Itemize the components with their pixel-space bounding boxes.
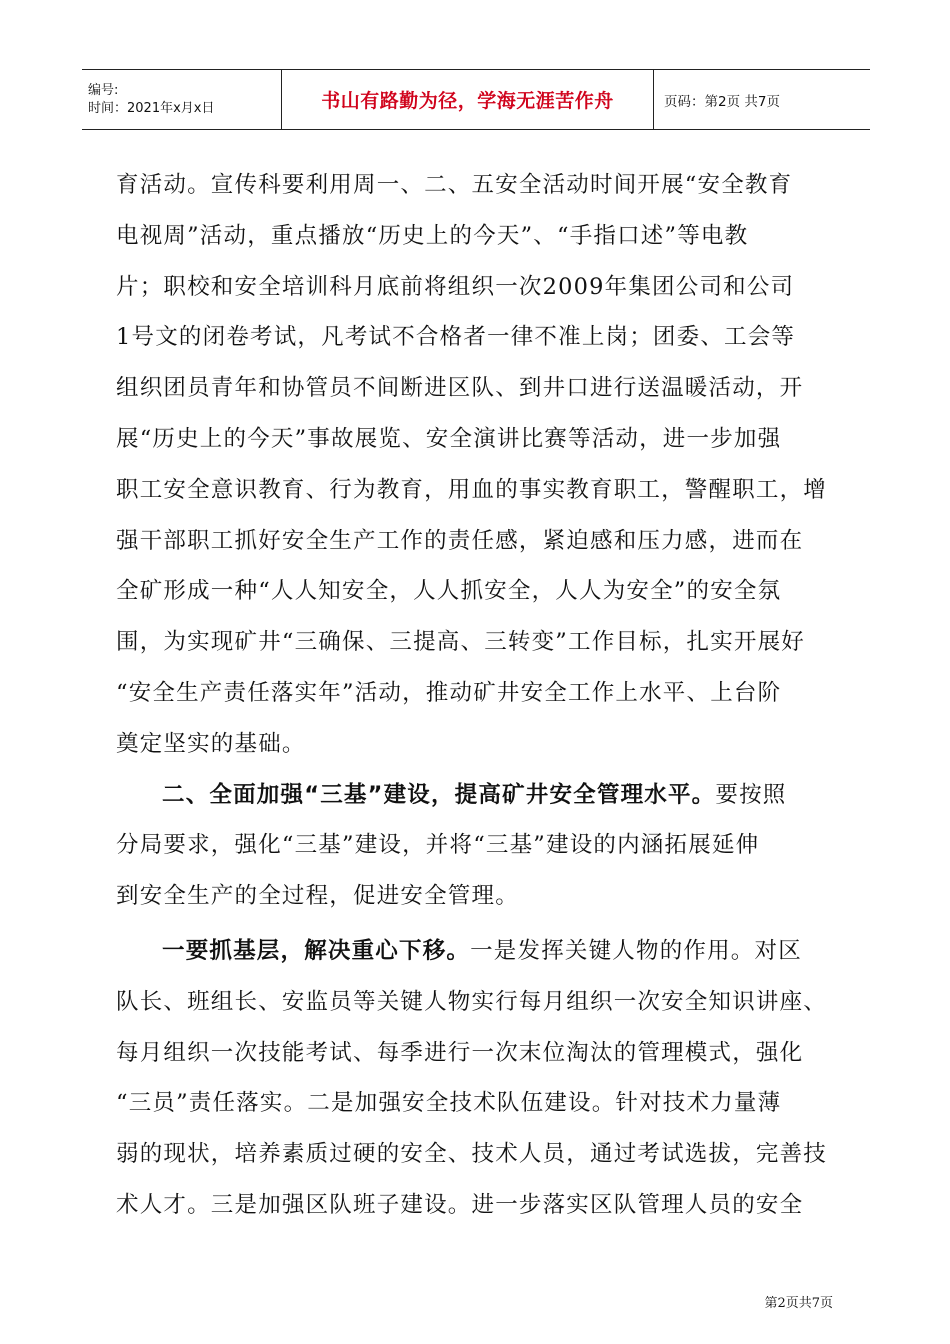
text-line: 分局要求，强化“三基”建设，并将“三基”建设的内涵拓展延伸 [116,832,760,859]
text-line: 1号文的闭卷考试，凡考试不合格者一律不准上岗；团委、工会等 [116,324,796,351]
footer-page-number: 第2页共7页 [764,1296,833,1311]
text-line: 片；职校和安全培训科月底前将组织一次2009年集团公司和公司 [116,273,795,300]
text-line: 每月组织一次技能考试、每季进行一次末位淘汰的管理模式，强化 [116,1039,804,1066]
text-line: 术人才。三是加强区队班子建设。进一步落实区队管理人员的安全 [116,1191,804,1218]
page-footer [764,1292,833,1311]
header-meta [82,70,282,129]
document-body [116,160,838,1231]
text-line: 职工安全意识教育、行为教育，用血的事实教育职工，警醒职工，增 [116,476,828,503]
text-line: 到安全生产的全过程，促进安全管理。 [116,883,519,910]
motto-text: 书山有路勤为径，学海无涯苦作舟 [321,90,614,112]
text-line: 组织团员青年和协管员不间断进区队、到井口进行送温暖活动，开 [116,375,804,402]
paragraph-2 [116,770,838,922]
text-line: 育活动。宣传科要利用周一、二、五安全活动时间开展“安全教育 [116,172,793,198]
text-line: 队长、班组长、安监员等关键人物实行每月组织一次安全知识讲座、 [116,988,828,1015]
text-line: 电视周”活动，重点播放“历史上的今天”、“手指口述”等电教 [116,222,749,249]
text-run: 一是发挥关键人物的作用。对区 [470,937,802,964]
page-header [82,69,870,130]
text-line: “安全生产责任落实年”活动，推动矿井安全工作上水平、上台阶 [116,679,782,706]
text-line: “三员”责任落实。二是加强安全技术队伍建设。针对技术力量薄 [116,1090,782,1117]
text-line: 围，为实现矿井“三确保、三提高、三转变”工作目标，扎实开展好 [116,629,806,656]
text-line [116,926,838,977]
text-line: 强干部职工抓好安全生产工作的责任感，紧迫感和压力感，进而在 [116,527,804,554]
time-label: 时间：2021年x月x日 [88,100,215,116]
text-run: 要按照 [715,781,787,808]
paragraph-3 [116,926,838,1231]
section-heading: 二、全面加强“三基”建设，提高矿井安全管理水平。 [162,781,716,808]
subsection-heading: 一要抓基层，解决重心下移。 [162,937,471,964]
text-line: 奠定坚实的基础。 [116,730,306,757]
serial-label: 编号: [88,82,119,98]
header-page-info [654,70,870,129]
text-line: 弱的现状，培养素质过硬的安全、技术人员，通过考试选拔，完善技 [116,1141,828,1168]
paragraph-1 [116,160,838,770]
text-line: 全矿形成一种“人人知安全，人人抓安全，人人为安全”的安全氛 [116,578,782,605]
header-motto [282,70,654,129]
text-line [116,770,838,821]
text-line: 展“历史上的今天”事故展览、安全演讲比赛等活动，进一步加强 [116,425,782,452]
header-page-number: 页码：第2页 共7页 [664,93,780,110]
